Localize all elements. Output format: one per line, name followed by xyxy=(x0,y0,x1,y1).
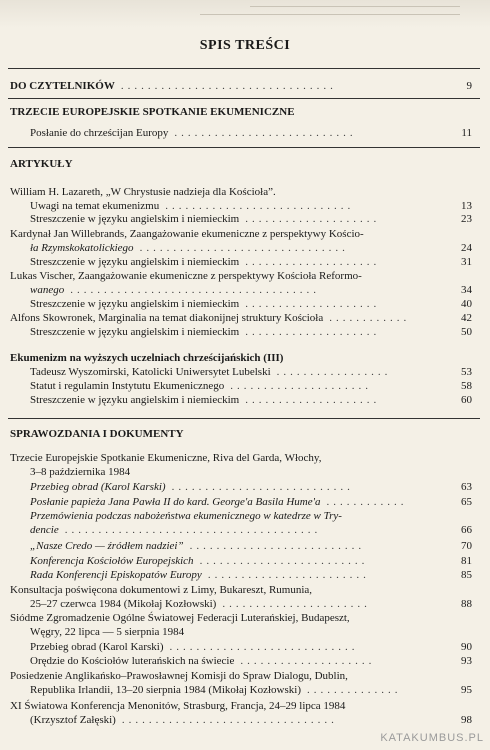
toc-entry-text: 3–8 października 1984 xyxy=(30,466,131,478)
toc-entry-text: Streszczenie w języku angielskim i niemieckim xyxy=(30,394,240,406)
toc-entry xyxy=(30,298,239,311)
dot-leader: ................................ xyxy=(120,80,337,92)
toc-page-number: 85 xyxy=(461,569,472,581)
dot-leader: ............ xyxy=(326,496,408,508)
toc-entry-text: Alfons Skowronek, Marginalia na temat diakonijnej struktury Kościoła xyxy=(10,312,324,324)
toc-entry-text: Statut i regulamin Instytutu Ekumenicznego xyxy=(30,380,225,392)
toc-entry-text: Uwagi na temat ekumenizmu xyxy=(30,200,160,212)
toc-entry xyxy=(30,481,166,494)
toc-entry-text: 25–27 czerwca 1984 (Mikołaj Kozłowski) xyxy=(30,598,217,610)
toc-entry-text: Republika Irlandii, 13–20 sierpnia 1984 (Mikołaj Kozłowski) xyxy=(30,684,301,696)
toc-entry-text: Posiedzenie Anglikańsko–Prawosławnej Komisji do Spraw Dialogu, Dublin, xyxy=(10,670,348,682)
dot-leader: ................. xyxy=(276,366,392,378)
toc-entry xyxy=(30,200,159,213)
dot-leader: ............ xyxy=(329,312,411,324)
toc-entry xyxy=(30,555,194,568)
toc-entry xyxy=(10,270,362,283)
toc-entry xyxy=(30,326,239,339)
toc-entry xyxy=(30,284,64,297)
toc-page-number: 34 xyxy=(461,284,472,296)
toc-entry xyxy=(30,626,184,639)
toc-page-number: 40 xyxy=(461,298,472,310)
toc-entry xyxy=(30,524,59,537)
toc-entry-text: „Nasze Credo — źródłem nadziei” xyxy=(30,540,184,552)
toc-entry-text: Streszczenie w języku angielskim i niemieckim xyxy=(30,298,240,310)
toc-entry-text: Streszczenie w języku angielskim i niemieckim xyxy=(30,326,240,338)
toc-entry xyxy=(30,394,239,407)
toc-entry xyxy=(30,127,168,140)
toc-entry xyxy=(10,452,321,465)
toc-page-number: 88 xyxy=(461,598,472,610)
toc-entry xyxy=(30,510,342,523)
dot-leader: .............. xyxy=(306,684,402,696)
watermark: KATAKUMBUS.PL xyxy=(380,732,484,744)
toc-entry xyxy=(10,700,345,713)
top-rule xyxy=(8,68,480,69)
toc-entry-text: Przebieg obrad (Karol Karski) xyxy=(30,481,166,493)
toc-page-number: 24 xyxy=(461,242,472,254)
toc-entry-text: Przebieg obrad (Karol Karski) xyxy=(30,641,164,653)
toc-entry xyxy=(30,569,202,582)
dot-leader: ........................... xyxy=(171,481,354,493)
toc-entry xyxy=(30,466,130,479)
dot-leader: ............................ xyxy=(165,200,355,212)
dot-leader: ............................ xyxy=(169,641,359,653)
toc-page-number: 42 xyxy=(461,312,472,324)
dot-leader: ......................... xyxy=(199,555,369,567)
toc-entry-text: Przemówienia podczas nabożeństwa ekumenicznego w katedrze w Try- xyxy=(30,510,342,522)
toc-entry-text: Posłanie do chrześcijan Europy xyxy=(30,127,169,139)
toc-page-number: 81 xyxy=(461,555,472,567)
toc-entry-text: Kardynał Jan Willebrands, Zaangażowanie ekumeniczne z perspektywy Kościo- xyxy=(10,228,364,240)
dot-leader: .......................... xyxy=(189,540,366,552)
toc-entry-text: Orędzie do Kościołów luterańskich na świecie xyxy=(30,655,235,667)
toc-entry xyxy=(30,213,239,226)
toc-page-number: 70 xyxy=(461,540,472,552)
toc-page-number: 65 xyxy=(461,496,472,508)
toc-entry-text: Posłanie papieża Jana Pawła II do kard. George'a Basila Hume'a xyxy=(30,496,321,508)
toc-entry-text: ARTYKUŁY xyxy=(10,158,73,170)
toc-entry xyxy=(30,366,271,379)
dot-leader: ................................ xyxy=(121,714,338,726)
toc-entry-text: Siódme Zgromadzenie Ogólne Światowej Federacji Luterańskiej, Budapeszt, xyxy=(10,612,350,624)
dot-leader: .................... xyxy=(245,213,381,225)
toc-entry-text: Ekumenizm na wyższych uczelniach chrześcijańskich (III) xyxy=(10,352,284,364)
toc-entry-text: Węgry, 22 lipca — 5 sierpnia 1984 xyxy=(30,626,185,638)
toc-page-number: 50 xyxy=(461,326,472,338)
toc-entry xyxy=(10,186,276,199)
toc-page-number: 95 xyxy=(461,684,472,696)
dot-leader: ........................ xyxy=(207,569,370,581)
toc-page-number: 11 xyxy=(461,127,472,139)
toc-entry-text: dencie xyxy=(30,524,59,536)
toc-entry-text: Konsultacja poświęcona dokumentowi z Limy, Bukareszt, Rumunia, xyxy=(10,584,313,596)
dot-leader: ...................... xyxy=(222,598,371,610)
toc-entry xyxy=(10,352,283,365)
toc-entry-text: DO CZYTELNIKÓW xyxy=(10,80,115,92)
toc-entry xyxy=(10,158,73,171)
toc-page-number: 31 xyxy=(461,256,472,268)
toc-entry xyxy=(30,684,301,697)
toc-page-number: 66 xyxy=(461,524,472,536)
section-rule xyxy=(8,147,480,148)
toc-page-number: 63 xyxy=(461,481,472,493)
toc-entry-text: (Krzysztof Załęski) xyxy=(30,714,116,726)
dot-leader: ........................... xyxy=(174,127,357,139)
toc-page-number: 60 xyxy=(461,394,472,406)
dot-leader: .................... xyxy=(245,256,381,268)
toc-page-number: 58 xyxy=(461,380,472,392)
toc-entry xyxy=(10,584,312,597)
toc-entry xyxy=(10,80,115,93)
toc-entry-text: Rada Konferencji Episkopatów Europy xyxy=(30,569,202,581)
dot-leader: ...................................... xyxy=(64,524,322,536)
toc-entry-text: William H. Lazareth, „W Chrystusie nadzieja dla Kościoła”. xyxy=(10,186,276,198)
toc-page-number: 23 xyxy=(461,213,472,225)
dot-leader: .................... xyxy=(240,655,376,667)
toc-entry-text: Lukas Vischer, Zaangażowanie ekumeniczne z perspektywy Kościoła Reformo- xyxy=(10,270,362,282)
toc-entry xyxy=(30,655,234,668)
dot-leader: ..................................... xyxy=(70,284,320,296)
toc-entry xyxy=(10,312,323,325)
toc-entry-text: Tadeusz Wyszomirski, Katolicki Uniwersytet Lubelski xyxy=(30,366,271,378)
dot-leader: .................... xyxy=(245,298,381,310)
toc-entry xyxy=(30,380,224,393)
toc-entry-text: Streszczenie w języku angielskim i niemieckim xyxy=(30,213,240,225)
toc-entry-text: XI Światowa Konferencja Menonitów, Strasburg, Francja, 24–29 lipca 1984 xyxy=(10,700,346,712)
section-rule xyxy=(8,98,480,99)
toc-entry xyxy=(10,228,364,241)
toc-entry xyxy=(30,540,184,553)
toc-entry-text: Konferencja Kościołów Europejskich xyxy=(30,555,194,567)
toc-page-number: 9 xyxy=(466,80,472,92)
toc-entry xyxy=(30,242,134,255)
toc-entry-text: ła Rzymskokatolickiego xyxy=(30,242,134,254)
toc-entry xyxy=(10,670,348,683)
toc-entry xyxy=(30,256,239,269)
dot-leader: ............................... xyxy=(139,242,349,254)
toc-entry xyxy=(30,598,216,611)
toc-entry xyxy=(30,714,116,727)
toc-entry-text: SPRAWOZDANIA I DOKUMENTY xyxy=(10,428,184,440)
dot-leader: ..................... xyxy=(230,380,373,392)
toc-entry-text: TRZECIE EUROPEJSKIE SPOTKANIE EKUMENICZNE xyxy=(10,106,295,118)
toc-entry xyxy=(10,428,184,441)
toc-entry xyxy=(10,106,295,119)
toc-page-number: 53 xyxy=(461,366,472,378)
page-title: SPIS TREŚCI xyxy=(199,38,291,53)
toc-entry xyxy=(10,612,350,625)
section-rule xyxy=(8,418,480,419)
toc-page-number: 13 xyxy=(461,200,472,212)
toc-entry xyxy=(30,641,163,654)
toc-entry xyxy=(30,496,320,509)
toc-entry-text: Streszczenie w języku angielskim i niemieckim xyxy=(30,256,240,268)
toc-page-number: 98 xyxy=(461,714,472,726)
dot-leader: .................... xyxy=(245,394,381,406)
toc-page-number: 90 xyxy=(461,641,472,653)
toc-entry-text: wanego xyxy=(30,284,65,296)
toc-page-number: 93 xyxy=(461,655,472,667)
toc-entry-text: Trzecie Europejskie Spotkanie Ekumeniczne, Riva del Garda, Włochy, xyxy=(10,452,322,464)
dot-leader: .................... xyxy=(245,326,381,338)
